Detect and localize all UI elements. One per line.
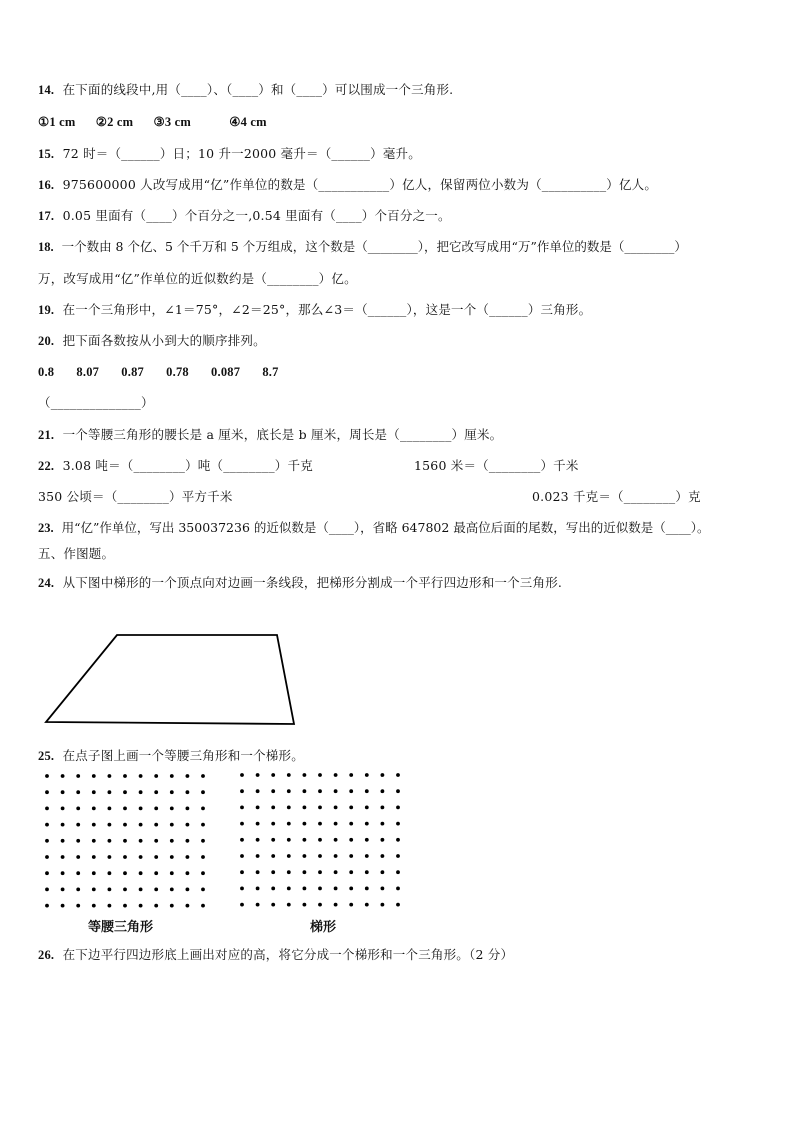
grid-dot bbox=[365, 822, 369, 826]
grid-dot bbox=[271, 806, 275, 810]
grid-dot bbox=[287, 838, 291, 842]
question-text: 从下图中梯形的一个顶点向对边画一条线段，把梯形分割成一个平行四边形和一个三角形. bbox=[62, 575, 563, 590]
grid-dot bbox=[240, 854, 244, 858]
grid-dot bbox=[256, 838, 260, 842]
question-text: 把下面各数按从小到大的顺序排列。 bbox=[62, 333, 266, 348]
grid-dot bbox=[303, 806, 307, 810]
grid-dot bbox=[334, 838, 338, 842]
grid-dot bbox=[287, 773, 291, 777]
question-number: 23. bbox=[38, 521, 54, 535]
grid-dot bbox=[318, 822, 322, 826]
grid-dot bbox=[271, 870, 275, 874]
question-text: 0.05 里面有（____）个百分之一,0.54 里面有（____）个百分之一。 bbox=[62, 208, 451, 223]
grid-dot bbox=[349, 806, 353, 810]
grid-dot bbox=[240, 773, 244, 777]
grid-label-trapezoid: 梯形 bbox=[310, 920, 337, 935]
grid-dot bbox=[287, 806, 291, 810]
question-number: 17. bbox=[38, 209, 55, 223]
question-number: 14. bbox=[38, 83, 55, 97]
grid-dot bbox=[256, 806, 260, 810]
grid-dot bbox=[303, 822, 307, 826]
grid-dot bbox=[396, 838, 400, 842]
grid-dot bbox=[303, 838, 307, 842]
question-text: 用“亿”作单位，写出 350037236 的近似数是（____），省略 647802 最高位后面的尾数，写出的近似数是（____）。 bbox=[61, 520, 710, 535]
question-number: 20. bbox=[38, 334, 55, 348]
grid-dot bbox=[271, 838, 275, 842]
grid-dot bbox=[334, 854, 338, 858]
grid-dot bbox=[381, 903, 385, 907]
grid-dot bbox=[334, 789, 338, 793]
grid-dot bbox=[349, 854, 353, 858]
grid-dot bbox=[303, 773, 307, 777]
question-text: 在点子图上画一个等腰三角形和一个梯形。 bbox=[62, 748, 304, 763]
grid-dot bbox=[365, 773, 369, 777]
question-22-part2: 1560 米＝（________）千米 bbox=[414, 458, 579, 473]
answer-blank: （______________） bbox=[38, 395, 154, 410]
option-3: ③3 cm bbox=[153, 115, 192, 129]
option-2: ②2 cm bbox=[95, 115, 134, 129]
section-heading: 五、作图题。 bbox=[38, 546, 115, 561]
number-item: 0.87 bbox=[121, 365, 144, 379]
question-18-continued: 万，改写成用“亿”作单位的近似数约是（________）亿。 bbox=[38, 271, 357, 286]
grid-dot bbox=[365, 838, 369, 842]
question-text: 一个数由 8 个亿、5 个千万和 5 个万组成，这个数是（________），把它改写成用“万”作单位的数是（________） bbox=[61, 239, 687, 254]
grid-dot bbox=[318, 806, 322, 810]
question-number: 26. bbox=[38, 948, 55, 962]
grid-dot bbox=[396, 789, 400, 793]
grid-dot bbox=[287, 789, 291, 793]
grid-dot bbox=[365, 789, 369, 793]
question-text: 一个等腰三角形的腰长是 a 厘米，底长是 b 厘米，周长是（________）厘米。 bbox=[62, 427, 503, 442]
grid-dot bbox=[240, 903, 244, 907]
grid-dot bbox=[349, 822, 353, 826]
grid-dot bbox=[349, 773, 353, 777]
grid-dot bbox=[349, 789, 353, 793]
grid-dot bbox=[256, 773, 260, 777]
question-number: 19. bbox=[38, 303, 55, 317]
grid-dot bbox=[334, 870, 338, 874]
grid-dot bbox=[396, 806, 400, 810]
grid-dot bbox=[271, 822, 275, 826]
grid-dot bbox=[381, 773, 385, 777]
grid-dot bbox=[349, 887, 353, 891]
question-number: 21. bbox=[38, 428, 55, 442]
grid-dot bbox=[396, 773, 400, 777]
question-number: 16. bbox=[38, 178, 55, 192]
number-item: 0.8 bbox=[38, 365, 55, 379]
grid-dot bbox=[256, 822, 260, 826]
grid-dot bbox=[256, 870, 260, 874]
grid-dot bbox=[256, 789, 260, 793]
grid-dot bbox=[287, 822, 291, 826]
number-item: 0.087 bbox=[211, 365, 241, 379]
grid-dot bbox=[240, 822, 244, 826]
grid-dot bbox=[256, 887, 260, 891]
question-26 bbox=[38, 947, 513, 963]
number-item: 0.78 bbox=[166, 365, 189, 379]
grid-dot bbox=[303, 870, 307, 874]
question-22-part4: 0.023 千克＝（________）克 bbox=[532, 489, 701, 504]
question-text: 在下面的线段中,用（____）、（____）和（____）可以围成一个三角形. bbox=[62, 82, 454, 97]
grid-dot bbox=[381, 887, 385, 891]
grid-dot bbox=[365, 903, 369, 907]
grid-dot bbox=[334, 773, 338, 777]
question-text: 在一个三角形中，∠1＝75°，∠2＝25°，那么∠3＝（______），这是一个（______）三角形。 bbox=[62, 302, 592, 317]
grid-dot bbox=[365, 854, 369, 858]
grid-dot bbox=[334, 903, 338, 907]
grid-dot bbox=[318, 870, 322, 874]
grid-dot bbox=[271, 789, 275, 793]
grid-dot bbox=[318, 789, 322, 793]
grid-label-isosceles: 等腰三角形 bbox=[88, 920, 154, 935]
grid-dot bbox=[381, 789, 385, 793]
grid-dot bbox=[318, 838, 322, 842]
grid-dot bbox=[240, 789, 244, 793]
grid-dot bbox=[240, 887, 244, 891]
question-text-part1: 3.08 吨＝（________）吨（________）千克 bbox=[62, 458, 313, 473]
question-text: 72 时＝（______）日；10 升一2000 毫升＝（______）毫升。 bbox=[62, 146, 421, 161]
grid-dot bbox=[240, 870, 244, 874]
grid-dot bbox=[365, 806, 369, 810]
question-number: 24. bbox=[38, 576, 55, 590]
grid-dot bbox=[381, 854, 385, 858]
question-22-part3: 350 公顷＝（________）平方千米 bbox=[38, 489, 233, 504]
grid-dot bbox=[303, 789, 307, 793]
grid-dot bbox=[287, 903, 291, 907]
grid-dot bbox=[318, 773, 322, 777]
grid-dot bbox=[396, 822, 400, 826]
question-number: 15. bbox=[38, 147, 55, 161]
grid-dot bbox=[396, 887, 400, 891]
grid-dot bbox=[381, 806, 385, 810]
grid-dot bbox=[349, 903, 353, 907]
question-text: 在下边平行四边形底上画出对应的高，将它分成一个梯形和一个三角形。（2 分） bbox=[62, 947, 514, 962]
grid-dot bbox=[271, 773, 275, 777]
grid-dot bbox=[303, 887, 307, 891]
grid-dot bbox=[334, 887, 338, 891]
number-item: 8.07 bbox=[76, 365, 100, 379]
grid-dot bbox=[271, 854, 275, 858]
grid-dot bbox=[381, 822, 385, 826]
grid-dot bbox=[303, 854, 307, 858]
question-number: 22. bbox=[38, 459, 55, 473]
question-number: 18. bbox=[38, 240, 54, 254]
grid-dot bbox=[349, 870, 353, 874]
grid-dot bbox=[240, 806, 244, 810]
grid-dot bbox=[318, 887, 322, 891]
grid-dot bbox=[318, 903, 322, 907]
grid-dot bbox=[303, 903, 307, 907]
grid-dot bbox=[256, 854, 260, 858]
grid-dot bbox=[318, 854, 322, 858]
grid-dot bbox=[271, 903, 275, 907]
number-item: 8.7 bbox=[262, 365, 279, 379]
grid-dot bbox=[365, 887, 369, 891]
grid-dot bbox=[287, 870, 291, 874]
question-number: 25. bbox=[38, 749, 55, 763]
option-4: ④4 cm bbox=[229, 115, 267, 129]
grid-dot bbox=[334, 806, 338, 810]
grid-dot bbox=[396, 870, 400, 874]
grid-dot bbox=[287, 854, 291, 858]
grid-dot bbox=[240, 838, 244, 842]
grid-dot bbox=[396, 854, 400, 858]
question-text: 975600000 人改写成用“亿”作单位的数是（___________）亿人，保留两位小数为（__________）亿人。 bbox=[62, 177, 658, 192]
option-1: ①1 cm bbox=[38, 115, 76, 129]
grid-dot bbox=[334, 822, 338, 826]
grid-dot bbox=[365, 870, 369, 874]
grid-dot bbox=[349, 838, 353, 842]
grid-dot bbox=[287, 887, 291, 891]
grid-dot bbox=[396, 903, 400, 907]
grid-dot bbox=[271, 887, 275, 891]
grid-dot bbox=[381, 870, 385, 874]
grid-dot bbox=[381, 838, 385, 842]
grid-dot bbox=[256, 903, 260, 907]
